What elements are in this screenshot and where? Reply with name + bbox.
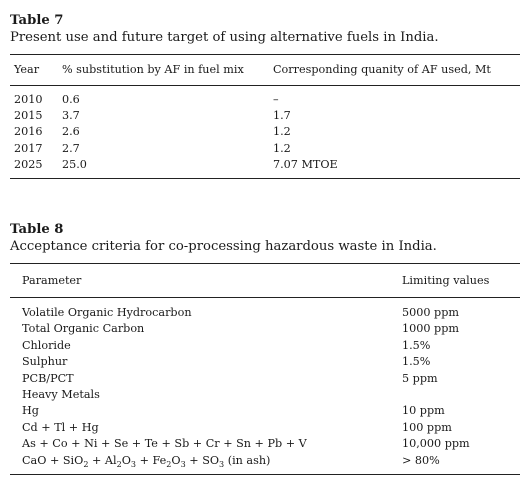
table-7-cell: 25.0 bbox=[62, 157, 87, 171]
table-row bbox=[10, 108, 520, 124]
table-7-cell: 7.07 MTOE bbox=[273, 157, 338, 171]
table-8-cell: 1000 ppm bbox=[402, 322, 459, 336]
table-8-cell: Hg bbox=[22, 404, 39, 418]
table-7-cell: 2025 bbox=[14, 157, 43, 171]
table-7-cell: 1.2 bbox=[273, 141, 291, 155]
table-row bbox=[10, 420, 520, 436]
table-row bbox=[10, 354, 520, 370]
table-row bbox=[10, 403, 520, 419]
table-7-cell: 2015 bbox=[14, 109, 43, 123]
table-8-cell: 100 ppm bbox=[402, 420, 452, 434]
table-7-cell: 2016 bbox=[14, 125, 43, 139]
table-7-cell: 2017 bbox=[14, 141, 43, 155]
page bbox=[10, 12, 520, 475]
table-row bbox=[10, 321, 520, 337]
table-8-cell: CaO + $SiO_2 + Al_2O_3 + Fe_2O_3 + SO_3$ (in ash) bbox=[22, 453, 271, 469]
table-8-cell: 1.5% bbox=[402, 338, 431, 352]
table-row bbox=[10, 157, 520, 178]
table-8-cell: 1.5% bbox=[402, 355, 431, 369]
table-7-header-substitution: % substitution by AF in fuel mix bbox=[62, 63, 244, 76]
table-8-label: Table 8 bbox=[10, 222, 64, 238]
table-7-label: Table 7 bbox=[10, 13, 64, 28]
table-7-header-year: Year bbox=[14, 63, 40, 76]
table-8-cell: Total Organic Carbon bbox=[22, 322, 145, 336]
table-7-header-quantity: Corresponding quanity of AF used, Mt bbox=[273, 63, 491, 76]
table-8-cell: Cd + Tl + Hg bbox=[22, 420, 99, 434]
table-7-grid bbox=[10, 55, 520, 178]
table-row bbox=[10, 86, 520, 108]
table-8-cell: Volatile Organic Hydrocarbon bbox=[22, 306, 192, 320]
table-8-cell: As + Co + Ni + Se + Te + Sb + Cr + Sn + Pb + V bbox=[22, 437, 307, 451]
table-8-cell: Chloride bbox=[22, 338, 71, 352]
table-8-cell bbox=[402, 387, 520, 403]
table-row bbox=[10, 436, 520, 452]
table-8-caption: Acceptance criteria for co-processing hazardous waste in India. bbox=[10, 239, 437, 255]
table-8-cell: 5 ppm bbox=[402, 371, 438, 385]
table-8-cell: Heavy Metals bbox=[22, 388, 100, 402]
table-7-cell: 1.7 bbox=[273, 109, 291, 123]
table-row bbox=[10, 124, 520, 140]
table-8-cell: 10,000 ppm bbox=[402, 437, 470, 451]
table-7-cell: 0.6 bbox=[62, 93, 80, 106]
table-7-cell: 3.7 bbox=[62, 109, 80, 123]
table-row bbox=[10, 371, 520, 387]
table-row bbox=[10, 298, 520, 321]
table-7-cell: 1.2 bbox=[273, 125, 291, 139]
table-row bbox=[10, 338, 520, 354]
table-7-cell: 2010 bbox=[14, 93, 43, 106]
table-8-cell: PCB/PCT bbox=[22, 371, 74, 385]
table-row bbox=[10, 141, 520, 157]
table-row bbox=[10, 453, 520, 474]
table-8-header-limit: Limiting values bbox=[402, 274, 490, 288]
table-8-grid bbox=[10, 264, 520, 474]
table-7-cell: 2.7 bbox=[62, 141, 80, 155]
table-7-cell: 2.6 bbox=[62, 125, 80, 139]
table-7-cell: – bbox=[273, 93, 279, 106]
table-8 bbox=[10, 221, 520, 475]
table-8-cell: 5000 ppm bbox=[402, 306, 459, 320]
table-7-header-row bbox=[10, 55, 520, 86]
table-8-header-row bbox=[10, 264, 520, 298]
table-8-cell: Sulphur bbox=[22, 355, 68, 369]
table-8-bottom-rule bbox=[10, 474, 520, 475]
table-8-header-parameter: Parameter bbox=[22, 274, 82, 288]
table-8-cell: > 80% bbox=[402, 453, 440, 467]
table-row bbox=[10, 387, 520, 403]
table-7-caption: Present use and future target of using alternative fuels in India. bbox=[10, 30, 439, 45]
table-8-cell: 10 ppm bbox=[402, 404, 445, 418]
table-7 bbox=[10, 12, 520, 179]
